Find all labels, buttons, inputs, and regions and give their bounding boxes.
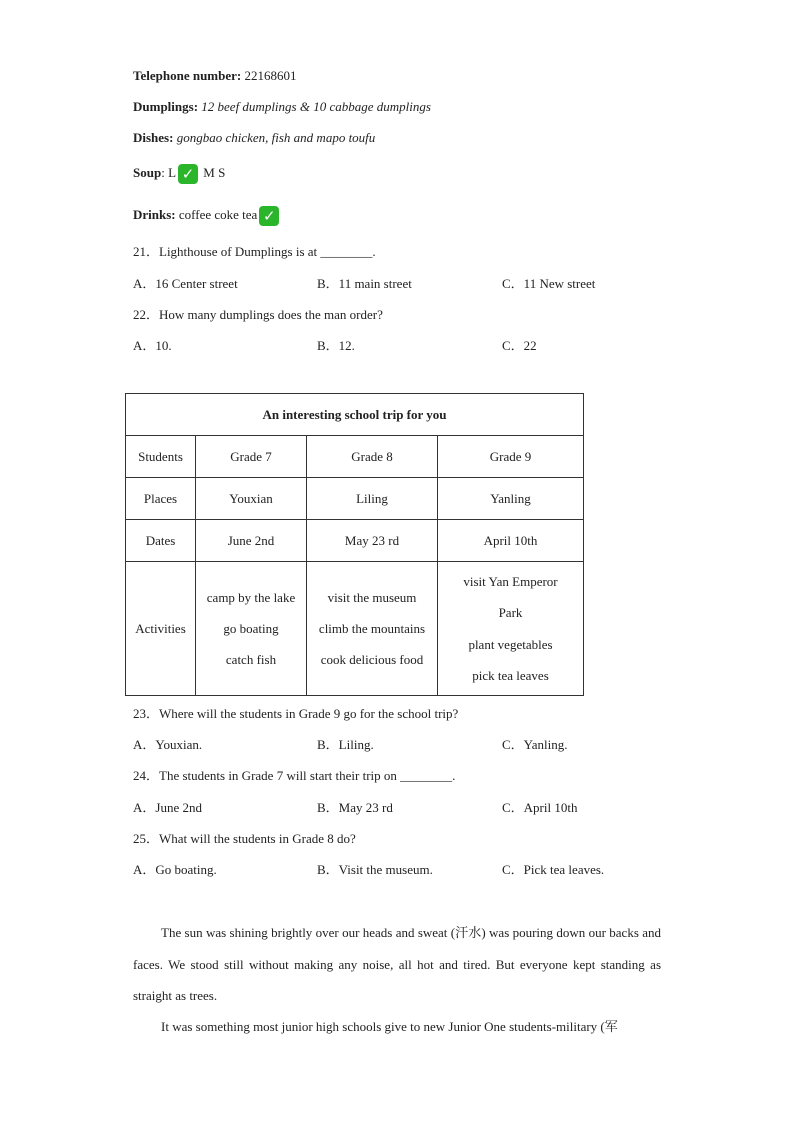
school-trip-table [125,393,584,696]
telephone-line [133,67,296,85]
table-row [126,436,584,478]
question-25: 25．What will the students in Grade 8 do? [133,831,356,846]
table-cell: May 23 rd [307,520,438,562]
q23-option-c: C．Yanling. [502,737,568,752]
check-mark-icon: ✓ [259,206,279,226]
dumplings-value: 12 beef dumplings & 10 cabbage dumplings [198,99,431,114]
q24-option-b: B．May 23 rd [317,800,393,815]
soup-label: Soup [133,165,162,180]
q23-option-b: B．Liling. [317,737,374,752]
q21-option-b: B．11 main street [317,276,412,291]
question-24: 24．The students in Grade 7 will start their trip on ________. [133,768,456,783]
telephone-label: Telephone number: [133,68,242,83]
dishes-line [133,129,375,147]
table-cell: Activities [126,562,196,696]
activity-item: cook delicious food [320,652,424,667]
table-cell: June 2nd [196,520,307,562]
table-cell: Grade 9 [438,436,584,478]
q22-option-a: A．10. [133,338,172,353]
passage-paragraph-1 [133,917,661,1012]
check-mark-icon: ✓ [178,164,198,184]
drinks-value: coffee coke tea [175,207,258,222]
activities-grade-7 [196,562,307,696]
activity-item: catch fish [225,652,277,667]
table-cell: Grade 7 [196,436,307,478]
q25-option-b: B．Visit the museum. [317,862,433,877]
table-title: An interesting school trip for you [126,394,584,436]
table-cell: April 10th [438,520,584,562]
q24-option-a: A．June 2nd [133,800,202,815]
activity-item: visit the museum [327,590,417,605]
table-cell: Places [126,478,196,520]
activity-item: go boating [223,621,279,636]
telephone-value: 22168601 [241,68,297,83]
table-cell: Grade 8 [307,436,438,478]
question-22: 22．How many dumplings does the man order? [133,307,383,322]
q25-option-a: A．Go boating. [133,862,217,877]
drinks-label: Drinks: [133,207,176,222]
q23-option-a: A．Youxian. [133,737,203,752]
dishes-label: Dishes: [133,130,174,145]
q21-option-a: A．16 Center street [133,276,238,291]
soup-value-before: : L [161,165,177,180]
passage-paragraph-2 [133,1011,661,1043]
table-row-activities [126,562,584,696]
paragraph-text: It was something most junior high schools give to new Junior One students-military (军 [161,1019,618,1034]
q25-option-c: C．Pick tea leaves. [502,862,605,877]
activity-item: plant vegetables [468,636,553,652]
activities-grade-8 [307,562,438,696]
activity-item: visit Yan Emperor [463,573,558,589]
q21-option-c: C．11 New street [502,276,596,291]
activity-item: pick tea leaves [472,668,549,683]
table-cell: Dates [126,520,196,562]
question-23: 23．Where will the students in Grade 9 go for the school trip? [133,706,459,721]
table-cell: Youxian [196,478,307,520]
table-cell: Students [126,436,196,478]
dishes-value: gongbao chicken, fish and mapo toufu [173,130,376,145]
soup-value-after: M S [200,165,226,180]
paragraph-text: The sun was shining brightly over our heads and sweat (汗水) was pouring down our backs and faces. We stood still without making any noise, all hot and tired. But everyone kept standing as straight as trees. [133,925,661,1003]
activity-item: Park [498,605,523,620]
table-row [126,478,584,520]
q22-option-b: B．12. [317,338,355,353]
activities-grade-9 [438,562,584,696]
soup-line [133,164,225,184]
dumplings-label: Dumplings: [133,99,199,114]
table-row [126,520,584,562]
table-cell: Liling [307,478,438,520]
activity-item: camp by the lake [206,590,296,605]
q24-option-c: C．April 10th [502,800,578,815]
q22-option-c: C．22 [502,338,537,353]
activity-item: climb the mountains [318,621,426,636]
dumplings-line [133,98,431,116]
drinks-line [133,206,281,226]
question-21: 21．Lighthouse of Dumplings is at ________. [133,244,376,259]
table-cell: Yanling [438,478,584,520]
